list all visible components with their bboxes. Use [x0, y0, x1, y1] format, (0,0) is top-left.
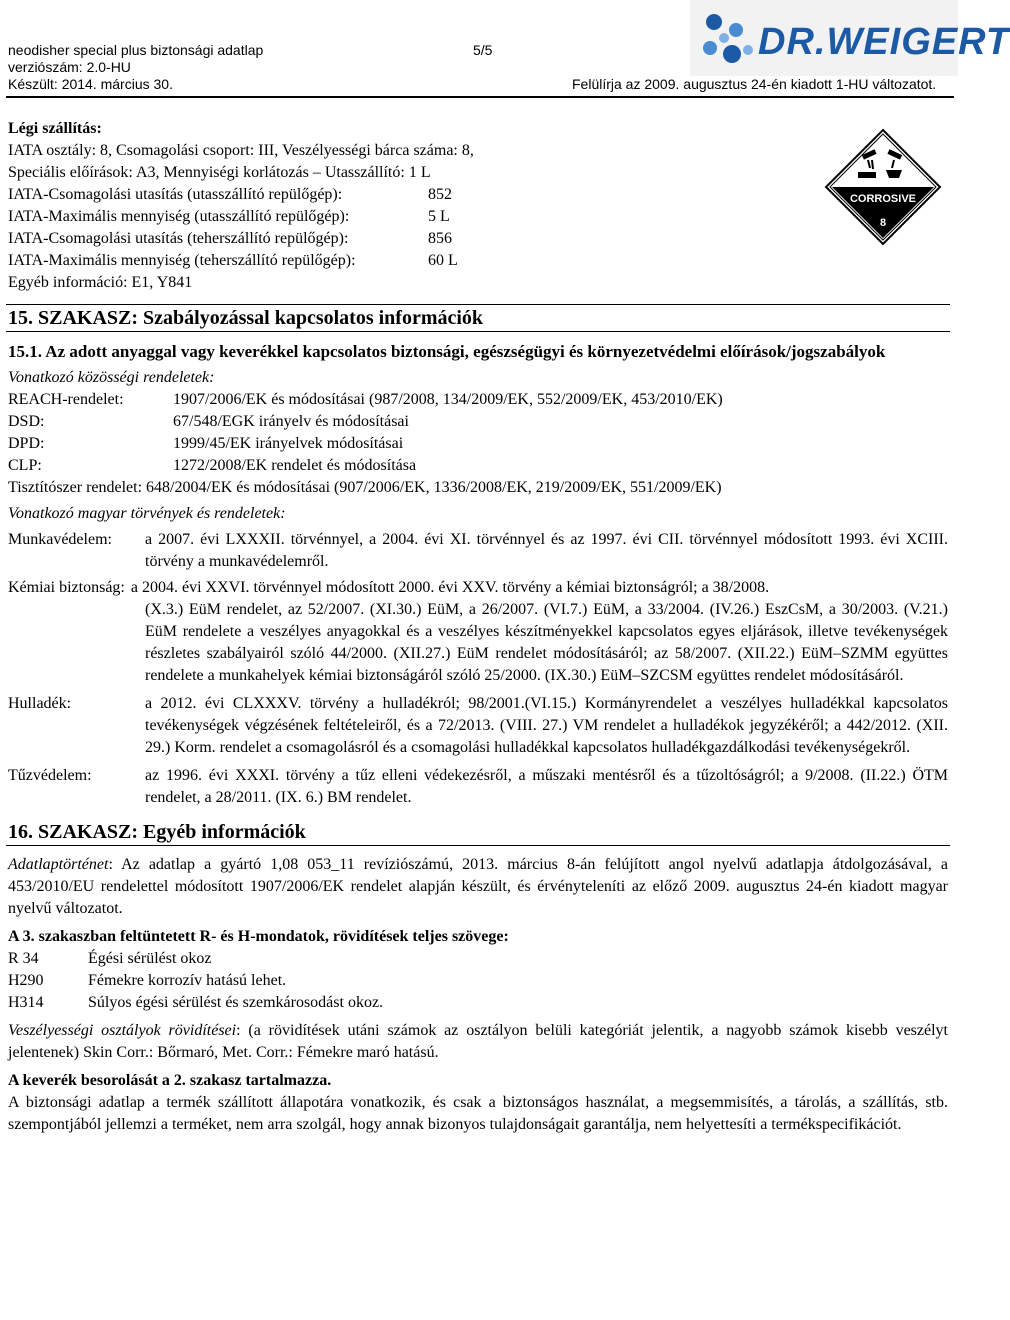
phrase-text: Fémekre korrozív hatású lehet.	[88, 972, 287, 989]
regulation-label: CLP:	[8, 457, 42, 474]
eu-regulation-row	[8, 455, 948, 477]
iata-row	[8, 184, 948, 206]
law-label: Kémiai biztonság:	[8, 579, 125, 596]
sheet-history	[8, 854, 948, 920]
law-text: az 1996. évi XXXI. törvény a tűz elleni védekezésről, a műszaki mentésről és a tűzoltóságról; a 9/2008. (II.22.) ÖTM rendelet, a 28/2011. (IX. 6.) BM rendelet.	[145, 767, 948, 806]
law-text: a 2012. évi CLXXXV. törvény a hulladékról; 98/2001.(VI.15.) Kormányrendelet a veszélyes hulladékkal kapcsolatos tevékenységek végzésének feltételeiről, és a 72/2013. (VIII. 27.) VM rendelet a hulladékok jegyzékéről; a 442/2012. (XII. 29.) Korm. rendelet a csomagolásról és a csomagolási hulladékkal kapcsolatos hulladékgazdálkodási tevékenységekről.	[145, 695, 948, 756]
issue-date: Készült: 2014. március 30.	[8, 76, 173, 92]
law-text: a 2004. évi XXVI. törvénnyel módosított 2000. évi XXV. törvény a kémiai biztonságról; a 38/2008.	[130, 579, 770, 596]
classes-text: : (a rövidítések utáni számok az osztályon belüli kategóriát jelentik, a nagyobb számok kisebb veszélyt jelentenek) Skin Corr.: Bőrmaró, Met. Corr.: Fémekre maró hatású.	[8, 1022, 948, 1061]
corrosive-label-text: CORROSIVE	[849, 193, 917, 205]
company-logo	[690, 0, 1010, 76]
phrase-text: Égési sérülést okoz	[88, 950, 212, 967]
header-divider	[6, 96, 954, 98]
phrase-row	[8, 948, 948, 970]
other-info-line: Egyéb információ: E1, Y841	[8, 274, 193, 291]
phrase-row	[8, 992, 948, 1014]
molecule-icon	[696, 8, 756, 68]
section-16-heading: 16. SZAKASZ: Egyéb információk	[8, 821, 306, 843]
iata-row-value: 852	[428, 186, 452, 203]
iata-row	[8, 250, 948, 272]
hazard-class-number: 8	[879, 217, 887, 229]
mixture-classification-note: A keverék besorolását a 2. szakasz tartalmazza.	[8, 1072, 332, 1089]
eu-regulation-row	[8, 389, 948, 411]
law-chemical-safety-continued	[8, 599, 948, 687]
version-number: verziószám: 2.0-HU	[8, 59, 131, 75]
document-header	[8, 42, 493, 93]
phrase-code: R 34	[8, 950, 39, 967]
air-transport-title: Légi szállítás:	[8, 120, 102, 137]
air-transport-block	[8, 118, 948, 294]
law-waste	[8, 693, 948, 759]
iata-row-label: IATA-Maximális mennyiség (utasszállító repülőgép):	[8, 208, 350, 225]
iata-row	[8, 228, 948, 250]
law-work-safety	[8, 529, 948, 573]
law-label: Tűzvédelem:	[8, 767, 92, 784]
regulation-label: REACH-rendelet:	[8, 391, 124, 408]
phrase-text: Súlyos égési sérülést és szemkárosodást okoz.	[88, 994, 384, 1011]
phrases-title: A 3. szakaszban feltüntetett R- és H-mondatok, rövidítések teljes szövege:	[8, 928, 509, 945]
iata-row-value: 5 L	[428, 208, 450, 225]
law-label: Hulladék:	[8, 695, 72, 712]
iata-row-label: IATA-Csomagolási utasítás (utasszállító repülőgép):	[8, 186, 343, 203]
history-label: Adatlaptörténet	[8, 856, 109, 873]
phrase-row	[8, 970, 948, 992]
eu-regulations-title: Vonatkozó közösségi rendeletek:	[8, 369, 215, 386]
section-15-heading: 15. SZAKASZ: Szabályozással kapcsolatos információk	[8, 307, 484, 329]
law-fire-protection	[8, 765, 948, 809]
special-provisions-line: Speciális előírások: A3, Mennyiségi korlátozás – Utasszállító: 1 L	[8, 164, 431, 181]
phrase-code: H290	[8, 972, 44, 989]
regulation-value: 1999/45/EK irányelvek módosításai	[173, 435, 404, 452]
page-content	[8, 118, 948, 1136]
regulation-label: DSD:	[8, 413, 45, 430]
phrase-code: H314	[8, 994, 44, 1011]
regulation-label: DPD:	[8, 435, 45, 452]
law-chemical-safety	[8, 577, 948, 599]
document-title: neodisher special plus biztonsági adatlap	[8, 42, 264, 58]
history-text: : Az adatlap a gyártó 1,08 053_11 revíziószámú, 2013. március 8-án felújított angol nyelvű adatlapja átdolgozásával, a 453/2010/EU rendelettel módosított 1907/2006/EK rendelet alapján készült, és érvényteleníti az előző 2009. augusztus 24-én kiadott magyar nyelvű változatot.	[8, 856, 948, 917]
eu-regulation-row	[8, 411, 948, 433]
iata-row-value: 60 L	[428, 252, 458, 269]
iata-row-value: 856	[428, 230, 452, 247]
regulation-value: 67/548/EGK irányelv és módosításai	[173, 413, 409, 430]
hazard-class-abbreviations	[8, 1020, 948, 1064]
regulation-value: 1272/2008/EK rendelet és módosítása	[173, 457, 417, 474]
iata-row-label: IATA-Csomagolási utasítás (teherszállító repülőgép):	[8, 230, 349, 247]
eu-regulation-row	[8, 433, 948, 455]
subsection-15-1-heading: 15.1. Az adott anyaggal vagy keverékkel kapcsolatos biztonsági, egészségügyi és környezetvédelmi előírások/jogszabályok	[8, 342, 886, 361]
page-number: 5/5	[473, 42, 493, 58]
iata-row-label: IATA-Maximális mennyiség (teherszállító repülőgép):	[8, 252, 356, 269]
detergent-regulation: Tisztítószer rendelet: 648/2004/EK és módosításai (907/2006/EK, 1336/2008/EK, 219/2009/EK, 551/2009/EK)	[8, 479, 722, 496]
law-label: Munkavédelem:	[8, 531, 112, 548]
supersedes-note: Felülírja az 2009. augusztus 24-én kiadott 1-HU változatot.	[572, 76, 937, 92]
law-text: (X.3.) EüM rendelet, az 52/2007. (XI.30.) EüM, a 26/2007. (VI.7.) EüM, a 33/2004. (IV.26.) EszCsM, a 30/2003. (V.21.) EüM rendelete a veszélyes anyagokkal és a veszélyes készítményekkel kapcsolatos egyes eljárások, illetve tevékenységek részletes szabályairól szóló 44/2000. (XII.27.) EüM rendelet módosításáról; az 58/2007. (XII.22.) EüM–SZMM együttes rendelete a munkahelyek kémiai biztonságáról szóló 25/2000. (IX.30.) EüM–SZCSM együttes rendelet módosításáról.	[145, 601, 948, 684]
regulation-value: 1907/2006/EK és módosításai (987/2008, 134/2009/EK, 552/2009/EK, 453/2010/EK)	[173, 391, 723, 408]
iata-row	[8, 206, 948, 228]
classes-label: Veszélyességi osztályok rövidítései	[8, 1022, 237, 1039]
law-text: a 2007. évi LXXXII. törvénnyel, a 2004. évi XI. törvénnyel és az 1997. évi CII. törvénnyel módosított 1993. évi XCIII. törvény a munkavédelemről.	[145, 531, 948, 570]
disclaimer-text: A biztonsági adatlap a termék szállított állapotára vonatkozik, és csak a biztonságos használat, a megsemmisítés, a tárolás, a szállítás, stb. szempontjából jellemzi a terméket, nem arra szolgál, hogy annak bizonyos tulajdonságait garantálja, nem helyettesíti a termékspecifikációt.	[8, 1094, 948, 1133]
iata-class-line: IATA osztály: 8, Csomagolási csoport: III, Veszélyességi bárca száma: 8,	[8, 142, 474, 159]
logo-wordmark: DR.WEIGERT	[758, 21, 1010, 63]
hungarian-laws-title: Vonatkozó magyar törvények és rendeletek:	[8, 505, 286, 522]
